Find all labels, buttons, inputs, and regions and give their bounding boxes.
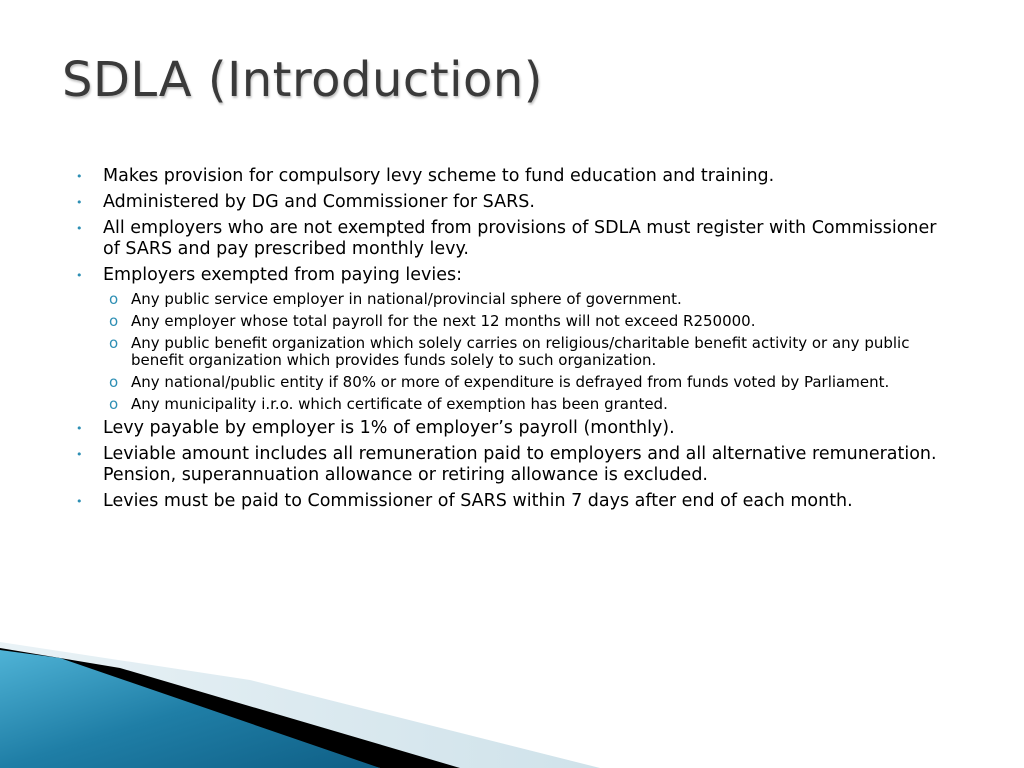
sub-bullet-text: Any national/public entity if 80% or more of expenditure is defrayed from funds voted by Parliament. <box>131 373 890 391</box>
bullet-text: Levy payable by employer is 1% of employer’s payroll (monthly). <box>103 418 675 438</box>
sub-bullet-item <box>103 396 952 413</box>
bullet-item <box>72 491 952 512</box>
slide-body <box>72 166 952 517</box>
sub-bullet-text: Any employer whose total payroll for the next 12 months will not exceed R250000. <box>131 312 756 330</box>
bullet-item <box>72 192 952 213</box>
slide-title: SDLA (Introduction) <box>62 52 543 108</box>
bullet-text: Leviable amount includes all remuneration paid to employers and all alternative remuneration. Pension, superannuation allowance or retiring allowance is excluded. <box>103 444 937 485</box>
bullet-item <box>72 218 952 260</box>
bullet-text: Levies must be paid to Commissioner of SARS within 7 days after end of each month. <box>103 491 853 511</box>
bullet-text: Administered by DG and Commissioner for SARS. <box>103 192 535 212</box>
bullet-item <box>72 444 952 486</box>
bullet-icon: • <box>76 495 83 508</box>
circle-bullet-icon: o <box>109 373 119 391</box>
sub-bullet-item <box>103 374 952 391</box>
bullet-text: All employers who are not exempted from provisions of SDLA must register with Commissioner of SARS and pay prescribed monthly levy. <box>103 218 937 259</box>
sub-bullet-text: Any municipality i.r.o. which certificate of exemption has been granted. <box>131 395 668 413</box>
circle-bullet-icon: o <box>109 312 119 330</box>
sub-bullet-item <box>103 313 952 330</box>
bullet-text: Employers exempted from paying levies: <box>103 265 463 285</box>
circle-bullet-icon: o <box>109 334 119 352</box>
bullet-icon: • <box>76 170 83 183</box>
bullet-icon: • <box>76 269 83 282</box>
bullet-icon: • <box>76 196 83 209</box>
sub-bullet-list <box>103 291 952 413</box>
decorative-wave-graphic <box>0 630 1024 768</box>
sub-bullet-item <box>103 291 952 308</box>
bullet-icon: • <box>76 448 83 461</box>
bullet-item <box>72 265 952 413</box>
bullet-icon: • <box>76 222 83 235</box>
circle-bullet-icon: o <box>109 290 119 308</box>
sub-bullet-text: Any public benefit organization which solely carries on religious/charitable benefit activity or any public benefit organization which provides funds solely to such organization. <box>131 334 910 369</box>
circle-bullet-icon: o <box>109 395 119 413</box>
bullet-item <box>72 418 952 439</box>
sub-bullet-text: Any public service employer in national/provincial sphere of government. <box>131 290 682 308</box>
bullet-text: Makes provision for compulsory levy scheme to fund education and training. <box>103 166 775 186</box>
bullet-list <box>72 166 952 512</box>
bullet-icon: • <box>76 422 83 435</box>
sub-bullet-item <box>103 335 952 369</box>
bullet-item <box>72 166 952 187</box>
